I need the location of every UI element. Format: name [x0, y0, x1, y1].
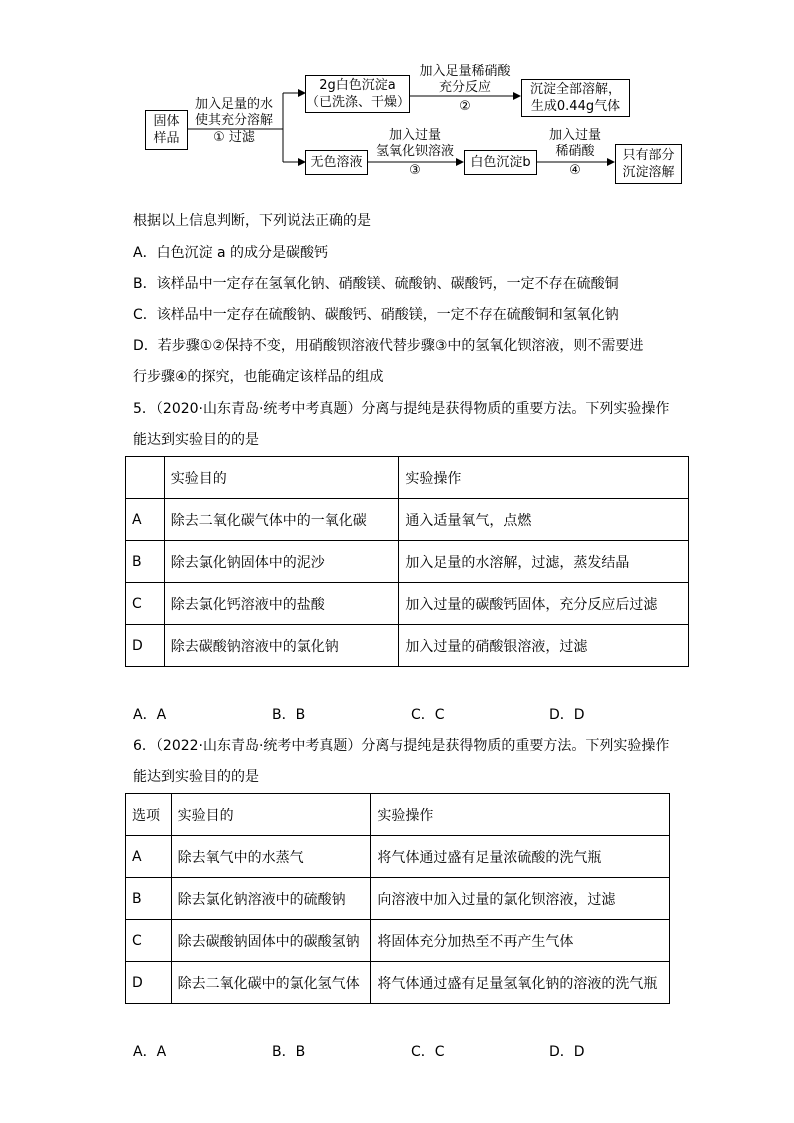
precipitate-a-line1: 2g白色沉淀a — [319, 78, 396, 93]
table-cell: A — [126, 499, 165, 541]
q4-option-a: A．白色沉淀 a 的成分是碳酸钙 — [133, 245, 329, 261]
q4-option-c: C．该样品中一定存在硫酸钠、碳酸钙、硝酸镁，一定不存在硫酸铜和氢氧化钠 — [133, 307, 619, 323]
table-cell: 除去碳酸钠溶液中的氯化钠 — [164, 625, 399, 667]
table-cell: 除去氧气中的水蒸气 — [171, 836, 371, 878]
q5-stem-line1: 5．（2020·山东青岛·统考中考真题）分离与提纯是获得物质的重要方法。下列实验操作 — [133, 401, 670, 417]
step4-label — [536, 128, 614, 179]
q6-table — [125, 793, 670, 1004]
q5-table — [125, 456, 689, 667]
table-cell: 加入过量的碳酸钙固体，充分反应后过滤 — [399, 583, 689, 625]
precipitate-b-text: 白色沉淀b — [470, 155, 531, 170]
table-row — [126, 499, 689, 541]
table-cell: 加入过量的硝酸银溶液，过滤 — [399, 625, 689, 667]
step3-label-line3: ③ — [409, 163, 421, 178]
table-row — [126, 836, 670, 878]
table-row — [126, 625, 689, 667]
result-a-line2: 生成0.44g气体 — [530, 99, 621, 114]
table-cell: 除去二氧化碳气体中的一氧化碳 — [164, 499, 399, 541]
result-b-line1: 只有部分 — [622, 148, 675, 163]
table-cell: C — [126, 583, 165, 625]
colorless-solution-box — [305, 150, 368, 175]
step4-label-line2: 稀硝酸 — [555, 144, 595, 159]
q5-answer-a[interactable]: A．A — [133, 707, 167, 723]
step3-label-line1: 加入过量 — [388, 128, 441, 143]
q5-answer-c[interactable]: C．C — [411, 707, 445, 723]
table-cell: D — [126, 962, 172, 1004]
table-cell: 除去碳酸钠固体中的碳酸氢钠 — [171, 920, 371, 962]
table-row — [126, 878, 670, 920]
step4-label-line1: 加入过量 — [548, 128, 601, 143]
q4-option-d-line2: 行步骤④的探究，也能确定该样品的组成 — [133, 369, 384, 385]
q6-answer-c[interactable]: C．C — [411, 1044, 445, 1060]
table-cell: D — [126, 625, 165, 667]
step1-label-line2: 使其充分溶解 — [194, 113, 273, 128]
precipitate-a-line2: （已洗涤、干燥） — [306, 95, 411, 110]
q6-answer-a[interactable]: A．A — [133, 1044, 167, 1060]
table-cell: 将固体充分加热至不再产生气体 — [371, 920, 670, 962]
table-cell: B — [126, 878, 172, 920]
q4-option-d-line1: D．若步骤①②保持不变，用硝酸钡溶液代替步骤③中的氢氧化钡溶液，则不需要进 — [133, 338, 644, 354]
result-a-line1: 沉淀全部溶解， — [529, 82, 621, 97]
table-row — [126, 457, 689, 499]
solid-sample-line1: 固体 — [153, 114, 180, 129]
q6-stem-line2: 能达到实验目的的是 — [133, 769, 259, 785]
q6-header-operation: 实验操作 — [371, 794, 670, 836]
table-cell: C — [126, 920, 172, 962]
table-cell: 除去氯化钠溶液中的硫酸钠 — [171, 878, 371, 920]
step2-label-line3: ② — [459, 99, 471, 114]
q4-stem: 根据以上信息判断，下列说法正确的是 — [133, 213, 371, 229]
precipitate-b-box — [464, 150, 537, 175]
result-b-line2: 沉淀溶解 — [622, 165, 675, 180]
q5-stem-line2: 能达到实验目的的是 — [133, 432, 259, 448]
table-cell: 将气体通过盛有足量浓硫酸的洗气瓶 — [371, 836, 670, 878]
table-cell: 向溶液中加入过量的氯化钡溶液，过滤 — [371, 878, 670, 920]
q5-header-blank — [126, 457, 165, 499]
table-cell: B — [126, 541, 165, 583]
step3-label — [366, 128, 464, 179]
q5-answer-b[interactable]: B．B — [272, 707, 306, 723]
step4-label-line3: ④ — [569, 163, 581, 178]
table-cell: 将气体通过盛有足量氢氧化钠的溶液的洗气瓶 — [371, 962, 670, 1004]
table-cell: 除去氯化钠固体中的泥沙 — [164, 541, 399, 583]
table-row — [126, 541, 689, 583]
result-a-box — [521, 79, 630, 117]
table-cell: 通入适量氧气，点燃 — [399, 499, 689, 541]
step1-label-line3: ① 过滤 — [213, 130, 255, 145]
table-row — [126, 794, 670, 836]
solid-sample-line2: 样品 — [153, 131, 180, 146]
table-row — [126, 583, 689, 625]
q5-header-purpose: 实验目的 — [164, 457, 399, 499]
q6-header-option: 选项 — [126, 794, 172, 836]
step2-label-line1: 加入足量稀硝酸 — [419, 64, 511, 79]
q4-option-b: B．该样品中一定存在氢氧化钠、硝酸镁、硫酸钠、碳酸钙，一定不存在硫酸铜 — [133, 276, 619, 292]
step3-label-line2: 氢氧化钡溶液 — [375, 144, 454, 159]
table-row — [126, 962, 670, 1004]
table-cell: A — [126, 836, 172, 878]
table-cell: 除去氯化钙溶液中的盐酸 — [164, 583, 399, 625]
step1-label — [189, 97, 279, 146]
table-cell: 除去二氧化碳中的氯化氢气体 — [171, 962, 371, 1004]
q5-header-operation: 实验操作 — [399, 457, 689, 499]
q6-header-purpose: 实验目的 — [171, 794, 371, 836]
precipitate-a-box — [305, 75, 410, 113]
result-b-box — [615, 144, 682, 184]
table-cell: 加入足量的水溶解，过滤，蒸发结晶 — [399, 541, 689, 583]
q6-answer-d[interactable]: D．D — [549, 1044, 585, 1060]
table-row — [126, 920, 670, 962]
q6-stem-line1: 6．（2022·山东青岛·统考中考真题）分离与提纯是获得物质的重要方法。下列实验操作 — [133, 738, 670, 754]
solid-sample-box — [145, 110, 188, 150]
q6-answer-b[interactable]: B．B — [272, 1044, 306, 1060]
colorless-solution-text: 无色溶液 — [310, 155, 363, 170]
q5-answer-d[interactable]: D．D — [549, 707, 585, 723]
step2-label — [410, 64, 520, 115]
step1-label-line1: 加入足量的水 — [194, 97, 273, 112]
step2-label-line2: 充分反应 — [438, 80, 491, 95]
